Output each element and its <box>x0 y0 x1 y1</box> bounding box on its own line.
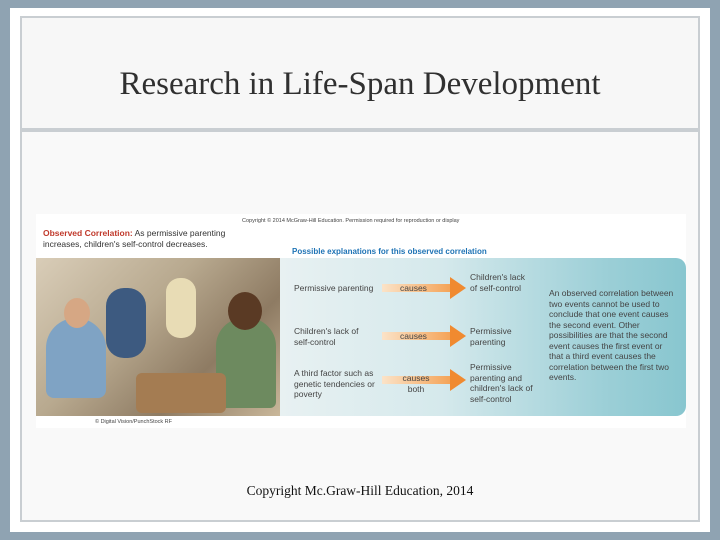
row3-verb: causes both <box>402 373 430 394</box>
row1-arrow-icon <box>450 277 466 299</box>
row1-effect: Children's lack of self-control <box>470 272 526 293</box>
photo-credit: © Digital Vision/PunchStock RF <box>95 419 173 425</box>
explanations-title: Possible explanations for this observed correlation <box>292 247 487 256</box>
row3-arrow-icon <box>450 369 466 391</box>
copyright-caption: Copyright Mc.Graw-Hill Education, 2014 <box>246 483 474 498</box>
row2-cause: Children's lack of self-control <box>294 326 359 347</box>
slide <box>10 8 710 532</box>
row2-effect: Permissive parenting <box>470 326 512 347</box>
observed-label: Observed Correlation: <box>43 228 133 238</box>
row2-arrow-icon <box>450 325 466 347</box>
title-box <box>20 16 700 130</box>
permission-note: Copyright © 2014 McGraw-Hill Education. Permission required for reproduction or display <box>242 218 460 224</box>
slide-title: Research in Life-Span Development <box>119 66 601 102</box>
row3-cause: A third factor such as genetic tendencies or poverty <box>294 368 375 399</box>
row1-cause: Permissive parenting <box>294 283 374 293</box>
family-photo <box>36 258 280 416</box>
row2-verb: causes <box>400 331 427 341</box>
observed-text: As permissive parenting increases, children's self-control decreases. <box>43 228 226 249</box>
observed-correlation <box>43 228 258 250</box>
row1-verb: causes <box>400 283 427 293</box>
explanation-text: An observed correlation between two events cannot be used to conclude that one event causes the second event. Other possibilities are that the second event causes the first event or that a third event causes the correlation between the first two events. <box>549 288 674 382</box>
correlation-figure <box>36 214 686 428</box>
row3-effect: Permissive parenting and children's lack of self-control <box>470 362 533 404</box>
